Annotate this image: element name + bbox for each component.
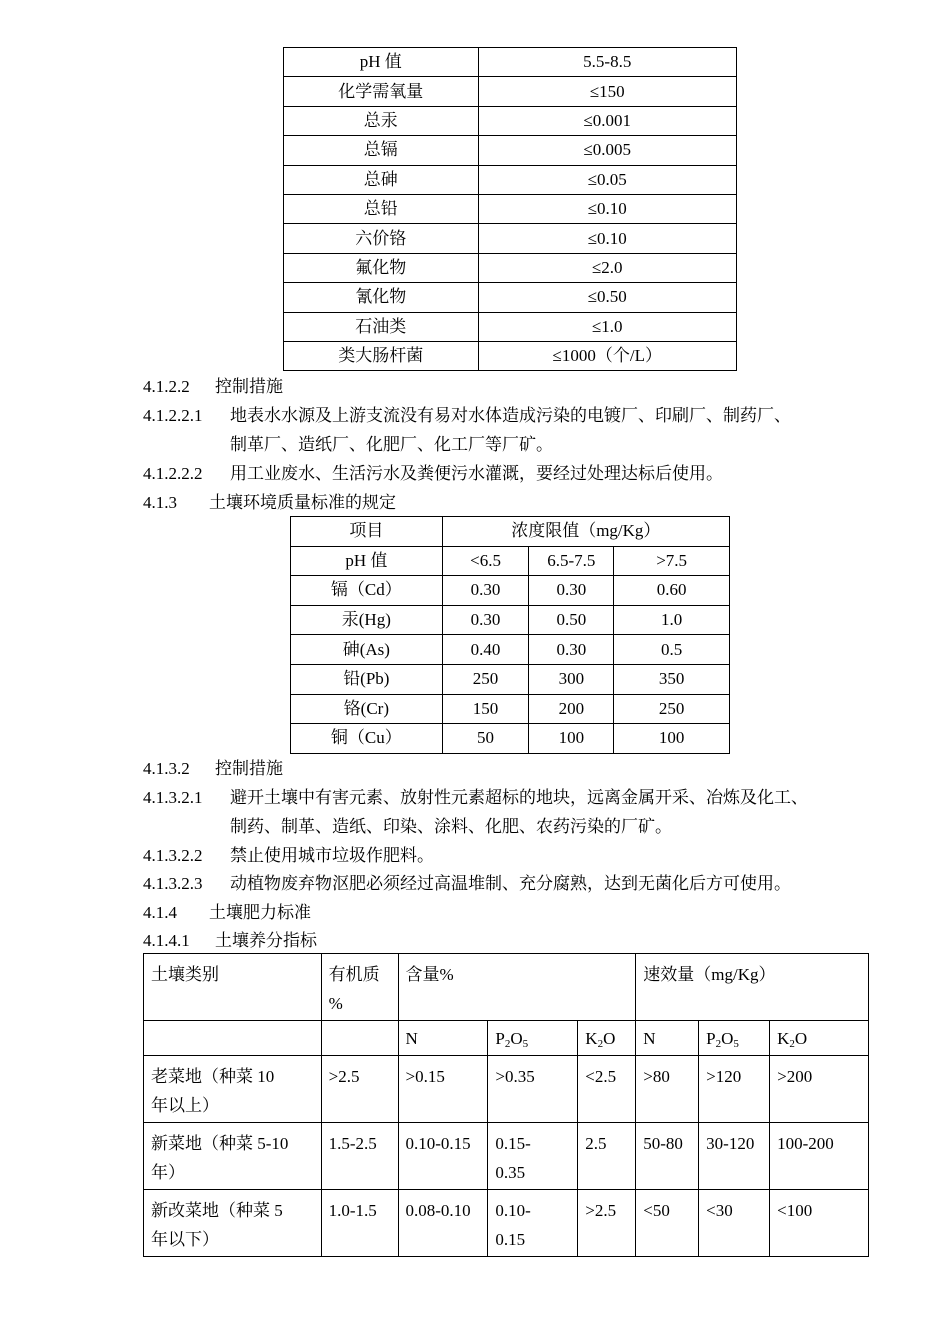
section-number: 4.1.2.2.1 [143, 406, 203, 425]
section-title: 土壤肥力标准 [209, 903, 311, 922]
table-row [284, 77, 737, 106]
formula-o: O [721, 1029, 734, 1048]
formula-sub: 2 [504, 1038, 511, 1050]
section-number: 4.1.3.2.3 [143, 874, 203, 893]
table-row [284, 106, 737, 135]
item-cell: 六价铬 [284, 224, 479, 253]
table-header-row [144, 954, 869, 1021]
item-cell: 类大肠杆菌 [284, 341, 479, 370]
value-cell: ≤0.10 [478, 194, 736, 223]
clause-text-line1: 避开土壤中有害元素、放射性元素超标的地块，远离金属开采、冶炼及化工、 [230, 788, 808, 807]
n-cell: 0.10-0.15 [398, 1123, 488, 1190]
clause-4-1-3-2-1 [143, 787, 808, 809]
water-quality-table [283, 47, 737, 371]
formula-k: K [585, 1029, 598, 1048]
table-row [284, 48, 737, 77]
value-cell: 0.40 [442, 635, 529, 665]
clause-4-1-2-2-1-cont [230, 434, 553, 456]
soil-nutrient-table [143, 953, 869, 1257]
soil-type-cell [144, 1123, 322, 1190]
formula-o: O [794, 1029, 808, 1048]
formula-o: O [603, 1029, 616, 1048]
value-cell: ≤1.0 [478, 312, 736, 341]
value-cell: 0.30 [442, 576, 529, 606]
section-number: 4.1.4 [143, 903, 177, 922]
available-n-cell: <50 [636, 1190, 699, 1257]
table-row [291, 664, 730, 694]
soil-type-cell [144, 1056, 322, 1123]
section-number: 4.1.3.2.2 [143, 846, 203, 865]
clause-text: 禁止使用城市垃圾作肥料。 [230, 846, 434, 865]
value-cell: 100 [614, 724, 730, 754]
heading-4-1-3-2 [143, 758, 283, 780]
clause-text-line2: 制药、制革、造纸、印染、涂料、化肥、农药污染的厂矿。 [230, 817, 672, 836]
formula-sub: 2 [597, 1038, 604, 1050]
table-row [284, 312, 737, 341]
value-cell: 300 [529, 664, 614, 694]
p2o5-line1: >0.35 [495, 1067, 535, 1086]
table-row [144, 1123, 869, 1190]
item-cell: 总砷 [284, 165, 479, 194]
heading-4-1-4-1 [143, 930, 317, 952]
n-cell: >0.15 [398, 1056, 488, 1123]
available-k-cell: <100 [770, 1190, 869, 1257]
section-number: 4.1.3.2.1 [143, 788, 203, 807]
p2o5-line2: 0.35 [495, 1163, 526, 1182]
table-row [284, 283, 737, 312]
value-cell: 350 [614, 664, 730, 694]
soil-quality-table [290, 516, 730, 754]
value-cell: ≤0.001 [478, 106, 736, 135]
table-row [291, 576, 730, 606]
available-n-cell: 50-80 [636, 1123, 699, 1190]
value-cell: 0.5 [614, 635, 730, 665]
value-cell: ≤0.005 [478, 136, 736, 165]
value-cell: ≤2.0 [478, 253, 736, 282]
subheader-n: N [636, 1021, 699, 1056]
table-subheader-row [144, 1021, 869, 1056]
clause-text-line1: 地表水水源及上游支流没有易对水体造成污染的电镀厂、印刷厂、制药厂、 [230, 406, 791, 425]
soil-type-line1: 新菜地（种菜 5-10 [151, 1134, 289, 1153]
p2o5-line1: 0.15- [495, 1134, 531, 1153]
available-p-cell: >120 [699, 1056, 770, 1123]
item-cell: 总镉 [284, 136, 479, 165]
value-cell: 50 [442, 724, 529, 754]
table-row [144, 1190, 869, 1257]
section-number: 4.1.2.2.2 [143, 464, 203, 483]
item-cell: pH 值 [284, 48, 479, 77]
section-title: 土壤养分指标 [215, 931, 317, 950]
heading-4-1-3 [143, 492, 396, 514]
formula-p: P [495, 1029, 505, 1048]
item-cell: 氰化物 [284, 283, 479, 312]
header-organic-line2: % [328, 994, 343, 1013]
empty-cell [321, 1021, 398, 1056]
value-cell: ≤0.10 [478, 224, 736, 253]
value-cell: 200 [529, 694, 614, 724]
value-cell: 250 [614, 694, 730, 724]
clause-text-line2: 制革厂、造纸厂、化肥厂、化工厂等厂矿。 [230, 435, 553, 454]
subheader-p2o5 [699, 1021, 770, 1056]
value-cell: ≤150 [478, 77, 736, 106]
heading-4-1-2-2 [143, 376, 283, 398]
available-k-cell: 100-200 [770, 1123, 869, 1190]
table-row [284, 194, 737, 223]
clause-4-1-2-2-2 [143, 463, 723, 485]
item-cell: 总铅 [284, 194, 479, 223]
table-row [291, 694, 730, 724]
formula-sub: 2 [715, 1038, 722, 1050]
empty-cell [144, 1021, 322, 1056]
ph-range: 6.5-7.5 [529, 546, 614, 576]
formula-k: K [777, 1029, 790, 1048]
table-row [291, 605, 730, 635]
table-row [284, 136, 737, 165]
table-header-row [291, 517, 730, 547]
p2o5-cell [488, 1056, 578, 1123]
ph-row [291, 546, 730, 576]
item-cell: 总汞 [284, 106, 479, 135]
section-number: 4.1.2.2 [143, 377, 190, 396]
soil-type-line2: 年以下） [151, 1230, 219, 1249]
value-cell: ≤0.05 [478, 165, 736, 194]
header-organic-line1: 有机质 [328, 965, 380, 984]
p2o5-cell [488, 1190, 578, 1257]
organic-cell: 1.0-1.5 [321, 1190, 398, 1257]
value-cell: 1.0 [614, 605, 730, 635]
header-item: 项目 [291, 517, 443, 547]
value-cell: 0.30 [529, 635, 614, 665]
value-cell: ≤1000（个/L） [478, 341, 736, 370]
formula-sub: 5 [522, 1038, 529, 1050]
header-content: 含量% [398, 954, 636, 1021]
formula-p: P [706, 1029, 716, 1048]
p2o5-line1: 0.10- [495, 1201, 531, 1220]
clause-4-1-3-2-1-cont [230, 816, 672, 838]
item-cell: 镉（Cd） [291, 576, 443, 606]
soil-type-line2: 年） [151, 1163, 185, 1182]
table-row [284, 165, 737, 194]
organic-cell: 1.5-2.5 [321, 1123, 398, 1190]
soil-type-line1: 新改菜地（种菜 5 [151, 1201, 283, 1220]
item-cell: 铬(Cr) [291, 694, 443, 724]
ph-label: pH 值 [291, 546, 443, 576]
subheader-k2o [578, 1021, 636, 1056]
formula-sub: 5 [733, 1038, 739, 1050]
section-title: 控制措施 [215, 377, 283, 396]
soil-type-cell [144, 1190, 322, 1257]
value-cell: 0.50 [529, 605, 614, 635]
table-row [291, 724, 730, 754]
subheader-k2o [770, 1021, 869, 1056]
item-cell: 铜（Cu） [291, 724, 443, 754]
value-cell: ≤0.50 [478, 283, 736, 312]
subheader-p2o5 [488, 1021, 578, 1056]
p2o5-line2: 0.15 [495, 1230, 526, 1249]
ph-range: <6.5 [442, 546, 529, 576]
available-k-cell: >200 [770, 1056, 869, 1123]
available-p-cell: <30 [699, 1190, 770, 1257]
value-cell: 250 [442, 664, 529, 694]
clause-text: 用工业废水、生活污水及粪便污水灌溉，要经过处理达标后使用。 [230, 464, 723, 483]
header-soil-type: 土壤类别 [144, 954, 322, 1021]
item-cell: 铅(Pb) [291, 664, 443, 694]
clause-4-1-3-2-2 [143, 845, 434, 867]
item-cell: 石油类 [284, 312, 479, 341]
ph-range: >7.5 [614, 546, 730, 576]
soil-type-line1: 老菜地（种菜 10 [151, 1067, 275, 1086]
value-cell: 150 [442, 694, 529, 724]
clause-4-1-2-2-1 [143, 405, 791, 427]
clause-text: 动植物废弃物沤肥必须经过高温堆制、充分腐熟，达到无菌化后方可使用。 [230, 874, 791, 893]
value-cell: 0.30 [442, 605, 529, 635]
header-organic [321, 954, 398, 1021]
table-row [284, 224, 737, 253]
value-cell: 0.30 [529, 576, 614, 606]
value-cell: 100 [529, 724, 614, 754]
section-title: 土壤环境质量标准的规定 [209, 493, 396, 512]
item-cell: 汞(Hg) [291, 605, 443, 635]
table-row [284, 253, 737, 282]
k2o-cell: 2.5 [578, 1123, 636, 1190]
heading-4-1-4 [143, 902, 311, 924]
available-n-cell: >80 [636, 1056, 699, 1123]
section-number: 4.1.4.1 [143, 931, 190, 950]
value-cell: 5.5-8.5 [478, 48, 736, 77]
item-cell: 砷(As) [291, 635, 443, 665]
section-title: 控制措施 [215, 759, 283, 778]
k2o-cell: <2.5 [578, 1056, 636, 1123]
section-number: 4.1.3 [143, 493, 177, 512]
formula-sub: 2 [789, 1038, 795, 1050]
n-cell: 0.08-0.10 [398, 1190, 488, 1257]
subheader-n: N [398, 1021, 488, 1056]
value-cell: 0.60 [614, 576, 730, 606]
formula-o: O [510, 1029, 523, 1048]
p2o5-cell [488, 1123, 578, 1190]
item-cell: 化学需氧量 [284, 77, 479, 106]
soil-type-line2: 年以上） [151, 1096, 219, 1115]
clause-4-1-3-2-3 [143, 873, 791, 895]
section-number: 4.1.3.2 [143, 759, 190, 778]
table-row [284, 341, 737, 370]
k2o-cell: >2.5 [578, 1190, 636, 1257]
available-p-cell: 30-120 [699, 1123, 770, 1190]
organic-cell: >2.5 [321, 1056, 398, 1123]
header-available: 速效量（mg/Kg） [636, 954, 869, 1021]
header-limit: 浓度限值（mg/Kg） [442, 517, 729, 547]
table-row [144, 1056, 869, 1123]
item-cell: 氟化物 [284, 253, 479, 282]
table-row [291, 635, 730, 665]
